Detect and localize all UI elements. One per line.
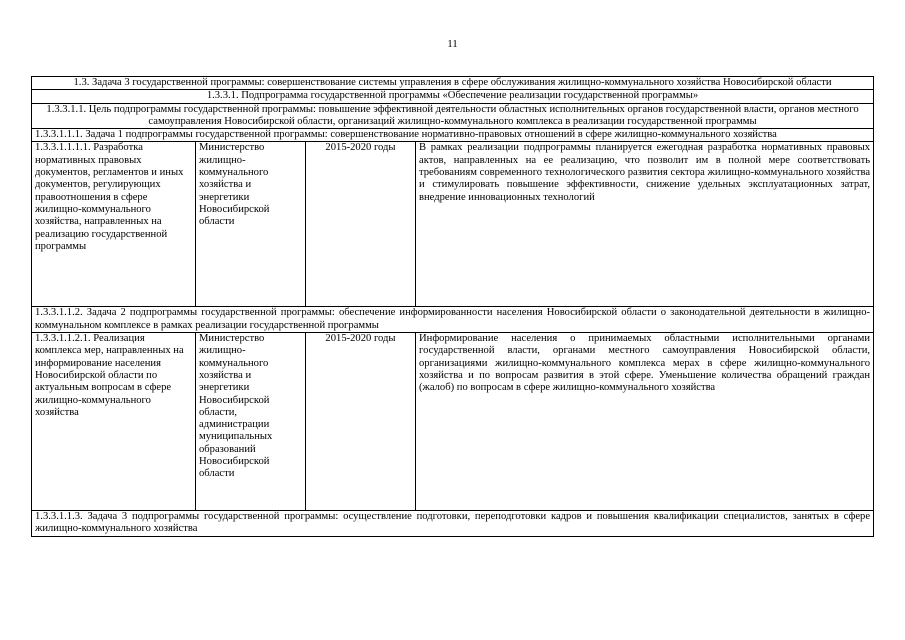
executor-cell: Министерство жилищно-коммунального хозяйства и энергетики Новосибирской области [196,142,306,307]
measure-cell: 1.3.3.1.1.2.1. Реализация комплекса мер, направленных на информирование населения Новосибирской области по актуальным вопросам в сфере жилищно-коммунального хозяйства [32,333,196,511]
measure-cell: 1.3.3.1.1.1.1. Разработка нормативных правовых документов, регламентов и иных документов, регулирующих правоотношения в сфере жилищно-коммунального хозяйства, направленных на реализацию государственной программы [32,142,196,307]
goal-header: 1.3.3.1.1. Цель подпрограммы государственной программы: повышение эффективной деятельности областных исполнительных органов государственной власти, органов местного самоуправления Новосибирской области, организаций жилищно-коммунального комплекса в реализации государственной программы [32,103,874,129]
result-cell: В рамках реализации подпрограммы планируется ежегодная разработка нормативных правовых актов, направленных на ее реализацию, что позволит им в полной мере соответствовать требованиям современного технологического развития сектора жилищно-коммунального хозяйства и стимулировать повышение эффективности, снижение удельных эксплуатационных затрат, внедрение инновационных технологий [416,142,874,307]
page-number: 11 [447,38,458,50]
subprogram-header: 1.3.3.1. Подпрограмма государственной программы «Обеспечение реализации государственной программы» [32,90,874,103]
executor-cell: Министерство жилищно-коммунального хозяйства и энергетики Новосибирской области, администрации муниципальных образований Новосибирской области [196,333,306,511]
subtask-header-row [32,307,874,333]
subtask-1-header: 1.3.3.1.1.1. Задача 1 подпрограммы государственной программы: совершенствование нормативно-правовых отношений в сфере жилищно-коммунального хозяйства [32,129,874,142]
table-row [32,333,874,511]
subtask-3-header: 1.3.3.1.1.3. Задача 3 подпрограммы государственной программы: осуществление подготовки, переподготовки кадров и повышения квалификации специалистов, занятых в сфере жилищно-коммунального хозяйства [32,511,874,537]
subtask-header-row [32,129,874,142]
program-table [31,76,874,537]
table-row [32,142,874,307]
period-cell: 2015-2020 годы [306,333,416,511]
subtask-2-header: 1.3.3.1.1.2. Задача 2 подпрограммы государственной программы: обеспечение информированности населения Новосибирской области о законодательной деятельности в жилищно-коммунальном комплексе в рамках реализации государственной программы [32,307,874,333]
subprogram-header-row [32,90,874,103]
task-header: 1.3. Задача 3 государственной программы: совершенствование системы управления в сфере обслуживания жилищно-коммунального хозяйства Новосибирской области [32,77,874,90]
result-cell: Информирование населения о принимаемых областными исполнительными органами государственной власти, органами местного самоуправления Новосибирской области, организациями жилищно-коммунального комплекса мерах в сфере жилищно-коммунального хозяйства и по вопросам развития в этой сфере. Уменьшение количества обращений граждан (жалоб) по вопросам в сфере жилищно-коммунального хозяйства [416,333,874,511]
goal-header-row [32,103,874,129]
task-header-row [32,77,874,90]
period-cell: 2015-2020 годы [306,142,416,307]
subtask-header-row [32,511,874,537]
